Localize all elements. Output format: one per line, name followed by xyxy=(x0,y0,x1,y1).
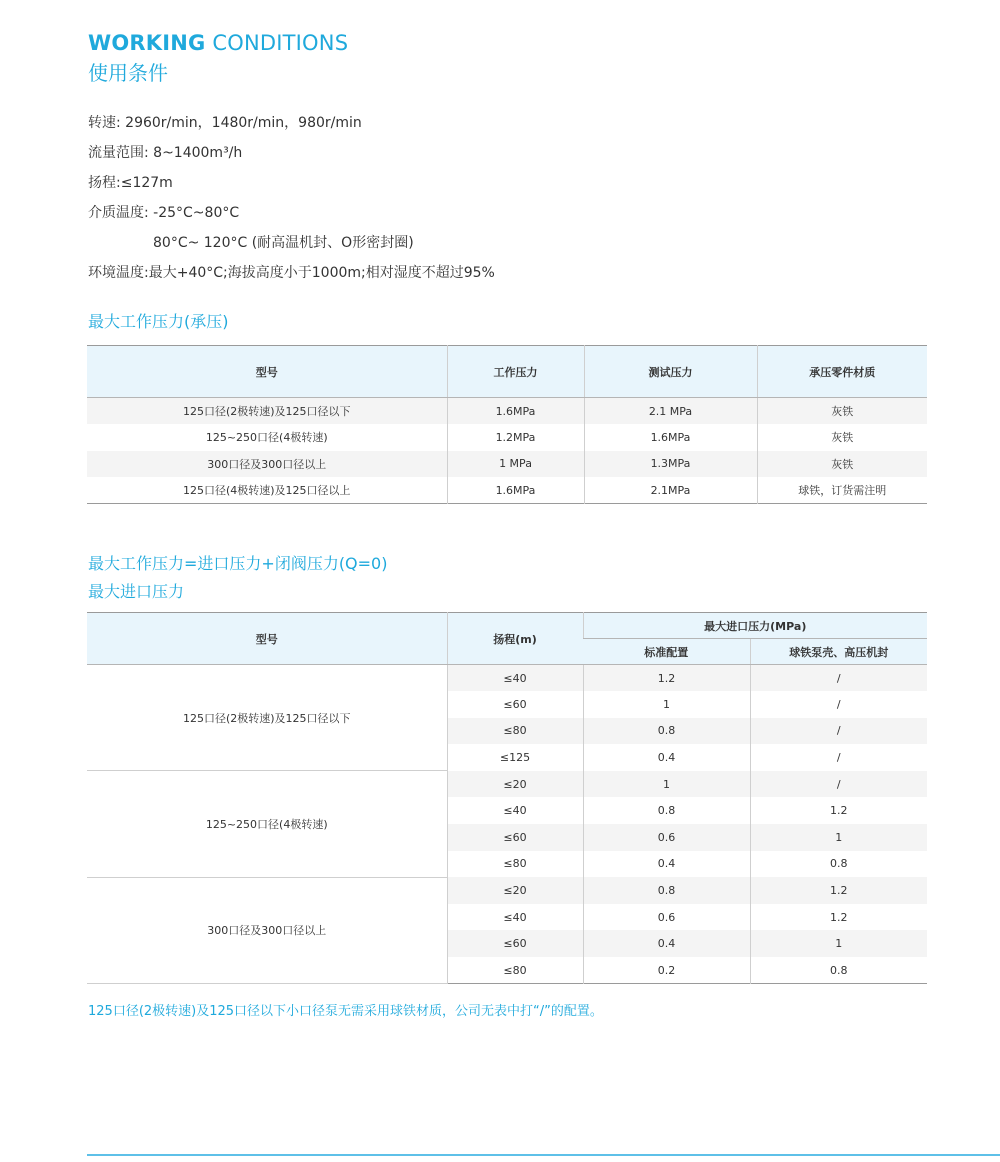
header-model: 型号 xyxy=(87,613,447,665)
table-row xyxy=(87,477,927,504)
cell-standard: 0.8 xyxy=(583,877,750,904)
cell-standard: 0.8 xyxy=(583,718,750,745)
spec-flow-range: 流量范围: 8~1400m³/h xyxy=(88,145,243,161)
cell-ductile: / xyxy=(750,718,927,745)
header-standard-config: 标准配置 xyxy=(583,639,750,665)
cell-head: ≤80 xyxy=(447,957,583,984)
header-model: 型号 xyxy=(87,346,447,398)
cell-standard: 1.2 xyxy=(583,665,750,692)
cell-ductile: / xyxy=(750,771,927,798)
title-english-bold: WORKING xyxy=(88,31,206,55)
header-material: 承压零件材质 xyxy=(757,346,927,398)
cell-ductile: 0.8 xyxy=(750,851,927,878)
cell-head: ≤40 xyxy=(447,904,583,931)
table-row xyxy=(87,398,927,425)
cell-standard: 0.6 xyxy=(583,904,750,931)
spec-speed: 转速: 2960r/min，1480r/min，980r/min xyxy=(88,115,362,131)
cell-head: ≤60 xyxy=(447,824,583,851)
inlet-pressure-table xyxy=(87,612,927,984)
cell-model: 300口径及300口径以上 xyxy=(87,451,447,478)
bottom-divider xyxy=(87,1154,1000,1156)
table-row xyxy=(87,424,927,451)
table-row xyxy=(87,771,927,798)
cell-material: 球铁，订货需注明 xyxy=(757,477,927,504)
cell-material: 灰铁 xyxy=(757,451,927,478)
section-title-max-working-pressure: 最大工作压力(承压) xyxy=(88,312,229,331)
cell-ductile: / xyxy=(750,665,927,692)
cell-head: ≤60 xyxy=(447,930,583,957)
cell-head: ≤80 xyxy=(447,851,583,878)
cell-working-pressure: 1.6MPa xyxy=(447,398,584,425)
cell-model: 125~250口径(4极转速) xyxy=(205,431,328,445)
cell-standard: 0.2 xyxy=(583,957,750,984)
header-working-pressure: 工作压力 xyxy=(447,346,584,398)
cell-model-group: 125口径(2极转速)及125口径以下 xyxy=(87,665,447,771)
spec-medium-temp: 介质温度: -25°C~80°C xyxy=(88,205,240,221)
table-row xyxy=(87,451,927,478)
cell-model: 125口径(2极转速)及125口径以下 xyxy=(87,398,447,425)
cell-model-group: 125~250口径(4极转速) xyxy=(87,771,447,877)
table-row xyxy=(87,877,927,904)
cell-ductile: 1 xyxy=(750,930,927,957)
cell-ductile: 1.2 xyxy=(750,877,927,904)
pressure-table xyxy=(87,345,927,504)
cell-head: ≤80 xyxy=(447,718,583,745)
title-english xyxy=(88,31,348,55)
cell-standard: 0.4 xyxy=(583,930,750,957)
section-title-pressure-formula: 最大工作压力=进口压力+闭阀压力(Q=0) xyxy=(88,554,388,573)
cell-working-pressure: 1.6MPa xyxy=(447,477,584,504)
cell-standard: 0.8 xyxy=(583,797,750,824)
header-test-pressure: 测试压力 xyxy=(584,346,757,398)
cell-ductile: 1.2 xyxy=(750,797,927,824)
title-english-rest: CONDITIONS xyxy=(205,31,349,55)
header-ductile-config: 球铁泵壳、高压机封 xyxy=(750,639,927,665)
cell-test-pressure: 1.6MPa xyxy=(584,424,757,451)
spec-ambient: 环境温度:最大+40°C;海拔高度小于1000m;相对湿度不超过95% xyxy=(88,265,495,281)
table-row xyxy=(87,665,927,692)
cell-head: ≤40 xyxy=(447,665,583,692)
pressure-table-header xyxy=(87,346,927,398)
inlet-table-header-top xyxy=(87,613,927,639)
cell-material: 灰铁 xyxy=(757,398,927,425)
cell-standard: 1 xyxy=(583,691,750,718)
cell-ductile: 1.2 xyxy=(750,904,927,931)
section-title-max-inlet-pressure: 最大进口压力 xyxy=(88,582,185,601)
cell-ductile: / xyxy=(750,691,927,718)
title-chinese: 使用条件 xyxy=(88,61,168,85)
spec-list xyxy=(88,112,495,292)
cell-head: ≤40 xyxy=(447,797,583,824)
cell-head: ≤20 xyxy=(447,771,583,798)
cell-model: 125口径(4极转速)及125口径以上 xyxy=(182,484,351,497)
footnote: 125口径(2极转速)及125口径以下小口径泵无需采用球铁材质，公司无表中打“/”的配置。 xyxy=(88,1004,603,1019)
cell-standard: 1 xyxy=(583,771,750,798)
spec-medium-temp-high: 80°C~ 120°C (耐高温机封、O形密封圈) xyxy=(153,235,414,251)
cell-working-pressure: 1 MPa xyxy=(447,451,584,478)
cell-ductile: 0.8 xyxy=(750,957,927,984)
cell-test-pressure: 2.1 MPa xyxy=(584,398,757,425)
cell-model-group: 300口径及300口径以上 xyxy=(87,877,447,983)
cell-material: 灰铁 xyxy=(757,424,927,451)
cell-ductile: / xyxy=(750,744,927,771)
cell-standard: 0.4 xyxy=(583,744,750,771)
cell-head: ≤60 xyxy=(447,691,583,718)
header-head: 扬程(m) xyxy=(447,613,583,665)
spec-head: 扬程:≤127m xyxy=(88,175,173,191)
cell-head: ≤125 xyxy=(447,744,583,771)
cell-standard: 0.6 xyxy=(583,824,750,851)
cell-head: ≤20 xyxy=(447,877,583,904)
cell-standard: 0.4 xyxy=(583,851,750,878)
header-max-inlet-pressure: 最大进口压力(MPa) xyxy=(583,613,927,639)
cell-test-pressure: 2.1MPa xyxy=(584,477,757,504)
cell-working-pressure: 1.2MPa xyxy=(447,424,584,451)
cell-test-pressure: 1.3MPa xyxy=(584,451,757,478)
cell-ductile: 1 xyxy=(750,824,927,851)
